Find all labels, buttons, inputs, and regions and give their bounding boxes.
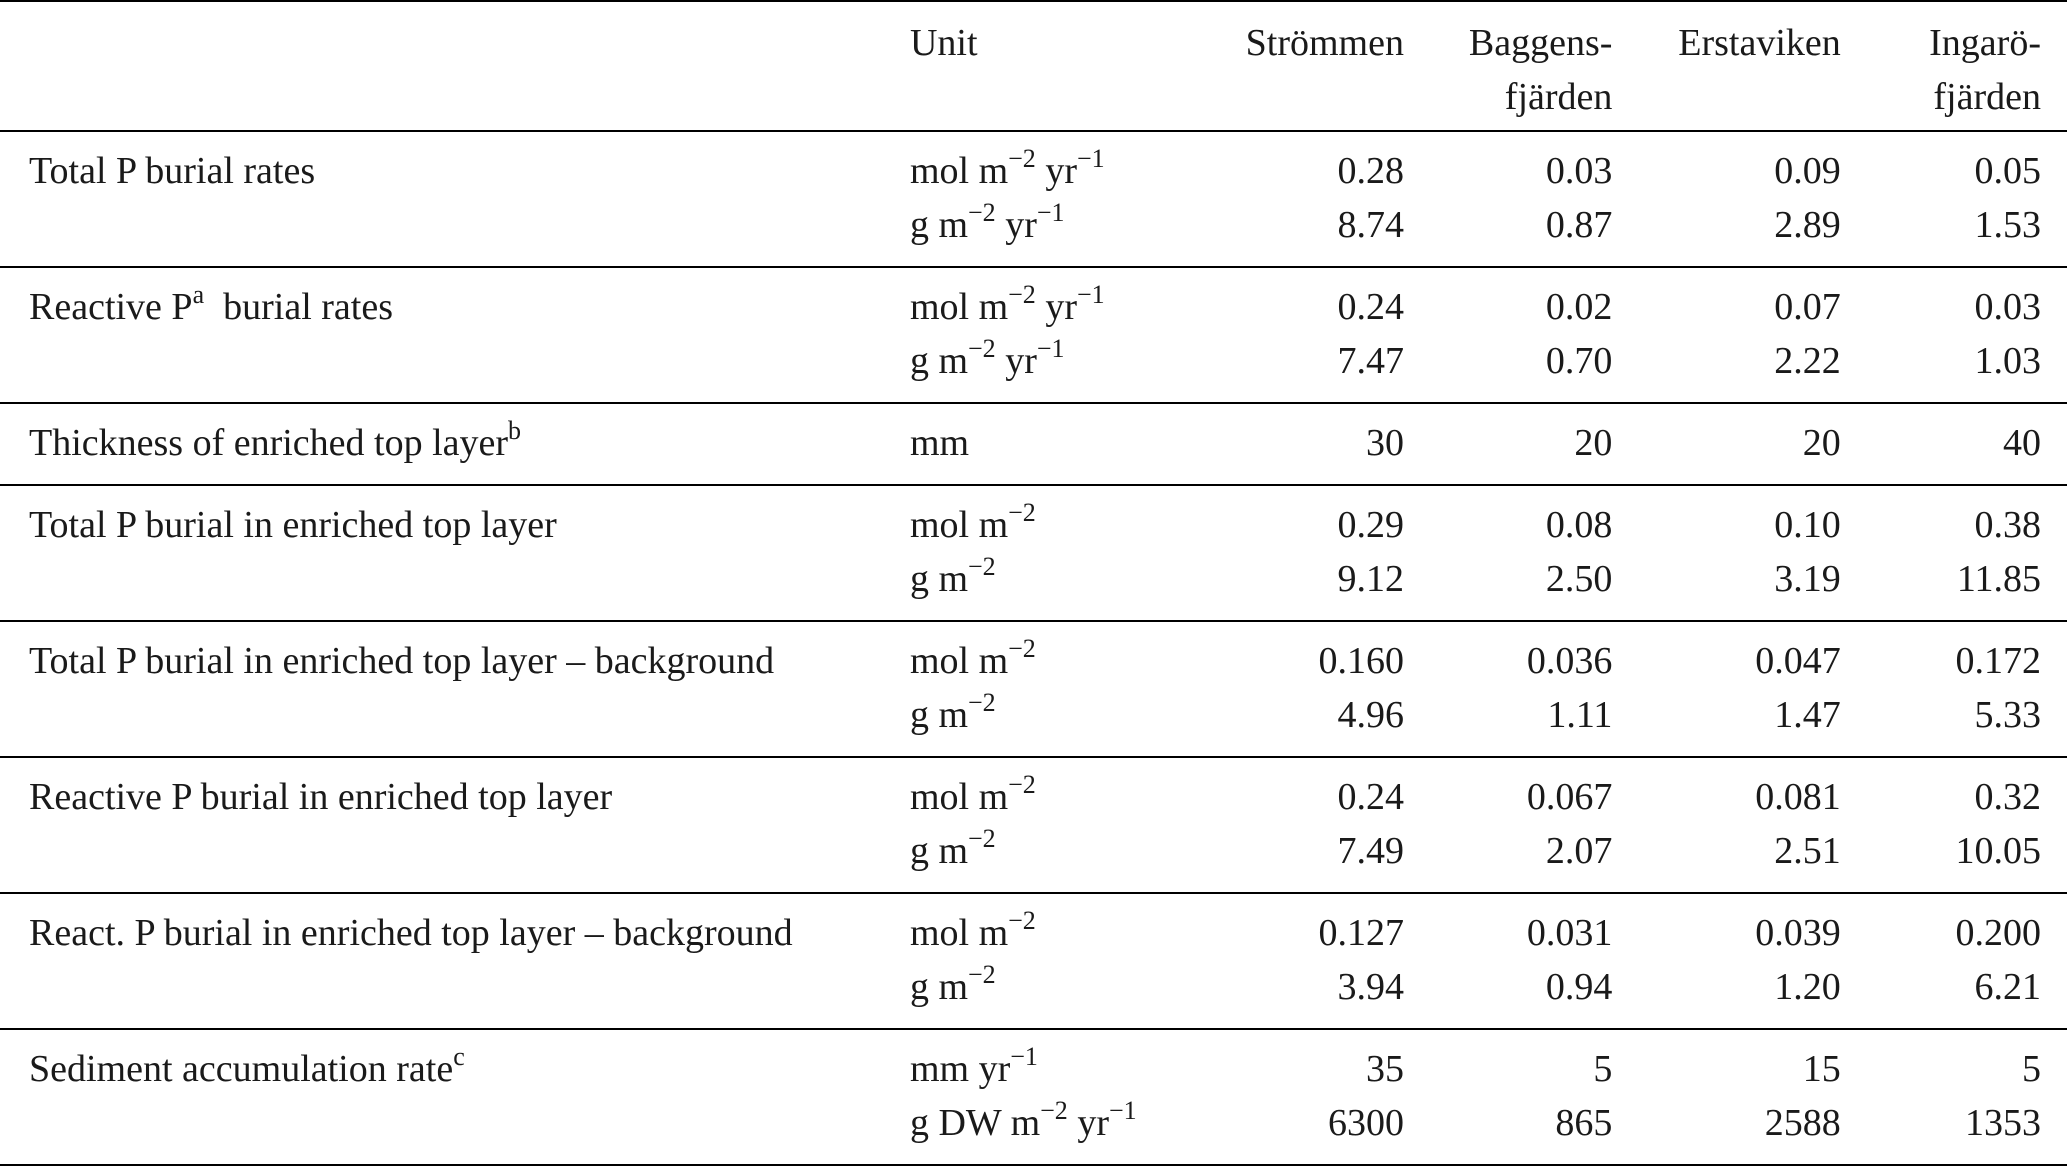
value-cell <box>1612 621 1840 757</box>
value: 0.03 <box>1974 286 2041 328</box>
value: 5 <box>2022 1048 2041 1090</box>
unit-text: yr <box>1035 286 1077 328</box>
value-cell <box>1404 267 1612 403</box>
unit-exponent: −1 <box>1108 1096 1137 1126</box>
unit-exponent: −2 <box>1008 770 1036 800</box>
value: 0.38 <box>1974 504 2041 546</box>
unit-line <box>910 144 1216 198</box>
table-row <box>0 1029 2067 1165</box>
unit-exponent: −2 <box>1008 498 1036 528</box>
unit-text: g m <box>909 966 969 1008</box>
value-cell <box>1404 621 1612 757</box>
value: 5.33 <box>1974 694 2041 736</box>
value-cell <box>1216 403 1404 485</box>
unit-text: mol m <box>909 776 1009 818</box>
value: 2.07 <box>1545 830 1613 872</box>
value: 0.200 <box>1955 912 2041 954</box>
value-cell <box>1404 757 1612 893</box>
unit-text: mm yr <box>909 1048 1011 1090</box>
unit-line <box>910 1042 1216 1096</box>
value-cell <box>1841 131 2067 267</box>
header-unit: Unit <box>909 22 978 64</box>
unit-text: yr <box>995 204 1037 246</box>
value-cell <box>1841 485 2067 621</box>
row-unit <box>910 1029 1216 1165</box>
header-col-1: Baggens- fjärden <box>1468 22 1613 118</box>
unit-line <box>910 198 1216 252</box>
footnote-marker: a <box>192 280 205 310</box>
row-label <box>0 893 910 1029</box>
value-cell <box>1612 403 1840 485</box>
unit-text: g m <box>909 204 969 246</box>
unit-text: g m <box>909 830 969 872</box>
unit-line <box>910 770 1216 824</box>
value-cell <box>1841 403 2067 485</box>
value: 2.89 <box>1774 204 1841 246</box>
value: 5 <box>1593 1048 1613 1090</box>
value-cell <box>1612 131 1840 267</box>
unit-text: mol m <box>909 504 1009 546</box>
unit-exponent: −1 <box>1076 280 1105 310</box>
row-label <box>0 403 910 485</box>
value: 10.05 <box>1955 830 2041 872</box>
row-unit <box>910 403 1216 485</box>
value: 0.039 <box>1755 912 1841 954</box>
unit-text: mm <box>909 422 970 464</box>
value: 1353 <box>1965 1102 2041 1144</box>
unit-line <box>910 688 1216 742</box>
value: 0.10 <box>1774 504 1841 546</box>
table-row <box>0 131 2067 267</box>
value: 2588 <box>1764 1102 1841 1144</box>
value: 0.067 <box>1526 776 1613 818</box>
unit-text: yr <box>1067 1102 1109 1144</box>
row-unit <box>910 893 1216 1029</box>
unit-exponent: −1 <box>1076 144 1105 174</box>
value: 3.19 <box>1774 558 1841 600</box>
value: 0.28 <box>1337 150 1404 192</box>
value: 40 <box>2003 422 2041 464</box>
value-cell <box>1216 757 1404 893</box>
table-row <box>0 893 2067 1029</box>
unit-line <box>910 1096 1216 1150</box>
value: 6.21 <box>1974 966 2041 1008</box>
value-cell <box>1216 621 1404 757</box>
value-cell <box>1841 1029 2067 1165</box>
value: 1.11 <box>1547 694 1613 736</box>
value: 0.05 <box>1974 150 2041 192</box>
value: 0.02 <box>1545 286 1613 328</box>
table-row <box>0 485 2067 621</box>
footnote-marker: c <box>453 1042 465 1072</box>
unit-text: g m <box>909 558 969 600</box>
unit-text: mol m <box>909 286 1009 328</box>
unit-exponent: −2 <box>968 824 996 854</box>
header-col-2: Erstaviken <box>1678 22 1841 64</box>
value: 0.081 <box>1755 776 1841 818</box>
unit-text: yr <box>1035 150 1077 192</box>
value: 8.74 <box>1337 204 1404 246</box>
unit-exponent: −2 <box>1008 906 1036 936</box>
unit-exponent: −1 <box>1036 334 1065 364</box>
value-cell <box>1404 403 1612 485</box>
value: 0.87 <box>1545 204 1613 246</box>
value: 0.047 <box>1755 640 1841 682</box>
row-label <box>0 131 910 267</box>
unit-exponent: −2 <box>1040 1096 1068 1126</box>
unit-exponent: −2 <box>1008 144 1036 174</box>
value: 15 <box>1802 1048 1841 1090</box>
unit-line <box>910 280 1216 334</box>
value: 0.036 <box>1526 640 1613 682</box>
header-col-0: Strömmen <box>1245 22 1404 64</box>
row-label-text: React. P burial in enriched top layer – background <box>29 912 793 954</box>
table-row <box>0 757 2067 893</box>
value: 20 <box>1802 422 1841 464</box>
unit-exponent: −1 <box>1036 198 1065 228</box>
value-cell <box>1612 893 1840 1029</box>
value-cell <box>1612 267 1840 403</box>
value-cell <box>1216 893 1404 1029</box>
value: 30 <box>1365 422 1404 464</box>
row-unit <box>910 131 1216 267</box>
row-label-text: Total P burial in enriched top layer – background <box>29 640 775 682</box>
value-cell <box>1404 131 1612 267</box>
value: 1.53 <box>1974 204 2041 246</box>
value-cell <box>1216 131 1404 267</box>
value: 2.50 <box>1545 558 1613 600</box>
row-unit <box>910 267 1216 403</box>
value: 2.22 <box>1774 340 1841 382</box>
unit-exponent: −2 <box>968 198 996 228</box>
unit-line <box>910 634 1216 688</box>
value-cell <box>1841 893 2067 1029</box>
unit-exponent: −2 <box>968 688 996 718</box>
header-label-cell <box>0 1 910 131</box>
value: 4.96 <box>1337 694 1404 736</box>
value: 0.08 <box>1545 504 1613 546</box>
value: 35 <box>1365 1048 1404 1090</box>
value-cell <box>1612 757 1840 893</box>
unit-exponent: −1 <box>1010 1042 1038 1072</box>
unit-line <box>910 960 1216 1014</box>
value: 3.94 <box>1337 966 1404 1008</box>
value-cell <box>1216 485 1404 621</box>
header-col-3: Ingarö- fjärden <box>1929 22 2041 118</box>
row-label-text: Reactive P <box>29 286 193 328</box>
unit-line <box>910 498 1216 552</box>
value: 6300 <box>1327 1102 1404 1144</box>
value-cell <box>1612 1029 1840 1165</box>
value: 0.29 <box>1337 504 1404 546</box>
value: 1.20 <box>1774 966 1841 1008</box>
value: 0.32 <box>1974 776 2041 818</box>
value: 0.03 <box>1545 150 1613 192</box>
table-body <box>0 131 2067 1165</box>
unit-line <box>910 334 1216 388</box>
row-unit <box>910 621 1216 757</box>
unit-line <box>910 906 1216 960</box>
table-row <box>0 403 2067 485</box>
row-label <box>0 1029 910 1165</box>
unit-text: mol m <box>909 640 1009 682</box>
value-cell <box>1404 893 1612 1029</box>
row-label-text: Total P burial in enriched top layer <box>29 504 557 546</box>
value: 0.24 <box>1337 286 1404 328</box>
unit-exponent: −2 <box>1008 634 1036 664</box>
value: 0.127 <box>1318 912 1404 954</box>
unit-exponent: −2 <box>968 960 996 990</box>
unit-exponent: −2 <box>968 552 996 582</box>
value: 0.09 <box>1774 150 1841 192</box>
value-cell <box>1841 267 2067 403</box>
table-row <box>0 621 2067 757</box>
value: 0.70 <box>1545 340 1613 382</box>
value: 0.031 <box>1526 912 1613 954</box>
row-label-text: Reactive P burial in enriched top layer <box>29 776 613 818</box>
value: 2.51 <box>1774 830 1841 872</box>
unit-text: mol m <box>909 912 1009 954</box>
unit-text: g m <box>909 694 969 736</box>
value: 0.07 <box>1774 286 1841 328</box>
value: 7.47 <box>1337 340 1404 382</box>
value-cell <box>1841 757 2067 893</box>
row-label-text: Sediment accumulation rate <box>29 1048 454 1090</box>
row-unit <box>910 757 1216 893</box>
table-row <box>0 267 2067 403</box>
unit-text: g DW m <box>909 1102 1041 1144</box>
unit-text: mol m <box>909 150 1009 192</box>
value-cell <box>1841 621 2067 757</box>
value-cell <box>1404 485 1612 621</box>
value-cell <box>1612 485 1840 621</box>
value: 865 <box>1555 1102 1613 1144</box>
value: 1.47 <box>1774 694 1841 736</box>
value-cell <box>1216 267 1404 403</box>
row-label <box>0 485 910 621</box>
row-label-text: Total P burial rates <box>29 150 316 192</box>
value: 1.03 <box>1974 340 2041 382</box>
value: 0.24 <box>1337 776 1404 818</box>
row-label-text: Thickness of enriched top layer <box>29 422 509 464</box>
unit-line <box>910 416 1216 470</box>
value: 7.49 <box>1337 830 1404 872</box>
value-cell <box>1404 1029 1612 1165</box>
value: 20 <box>1574 422 1613 464</box>
footnote-marker: b <box>508 416 522 446</box>
header-row <box>0 1 2067 131</box>
unit-text: yr <box>995 340 1037 382</box>
row-label <box>0 267 910 403</box>
unit-line <box>910 824 1216 878</box>
row-unit <box>910 485 1216 621</box>
unit-line <box>910 552 1216 606</box>
row-label <box>0 757 910 893</box>
value: 11.85 <box>1956 558 2041 600</box>
value: 9.12 <box>1337 558 1404 600</box>
value: 0.94 <box>1545 966 1613 1008</box>
row-label <box>0 621 910 757</box>
unit-exponent: −2 <box>1008 280 1036 310</box>
value: 0.172 <box>1955 640 2041 682</box>
row-label-text-after: burial rates <box>204 286 393 328</box>
unit-exponent: −2 <box>968 334 996 364</box>
value: 0.160 <box>1318 640 1404 682</box>
unit-text: g m <box>909 340 969 382</box>
value-cell <box>1216 1029 1404 1165</box>
